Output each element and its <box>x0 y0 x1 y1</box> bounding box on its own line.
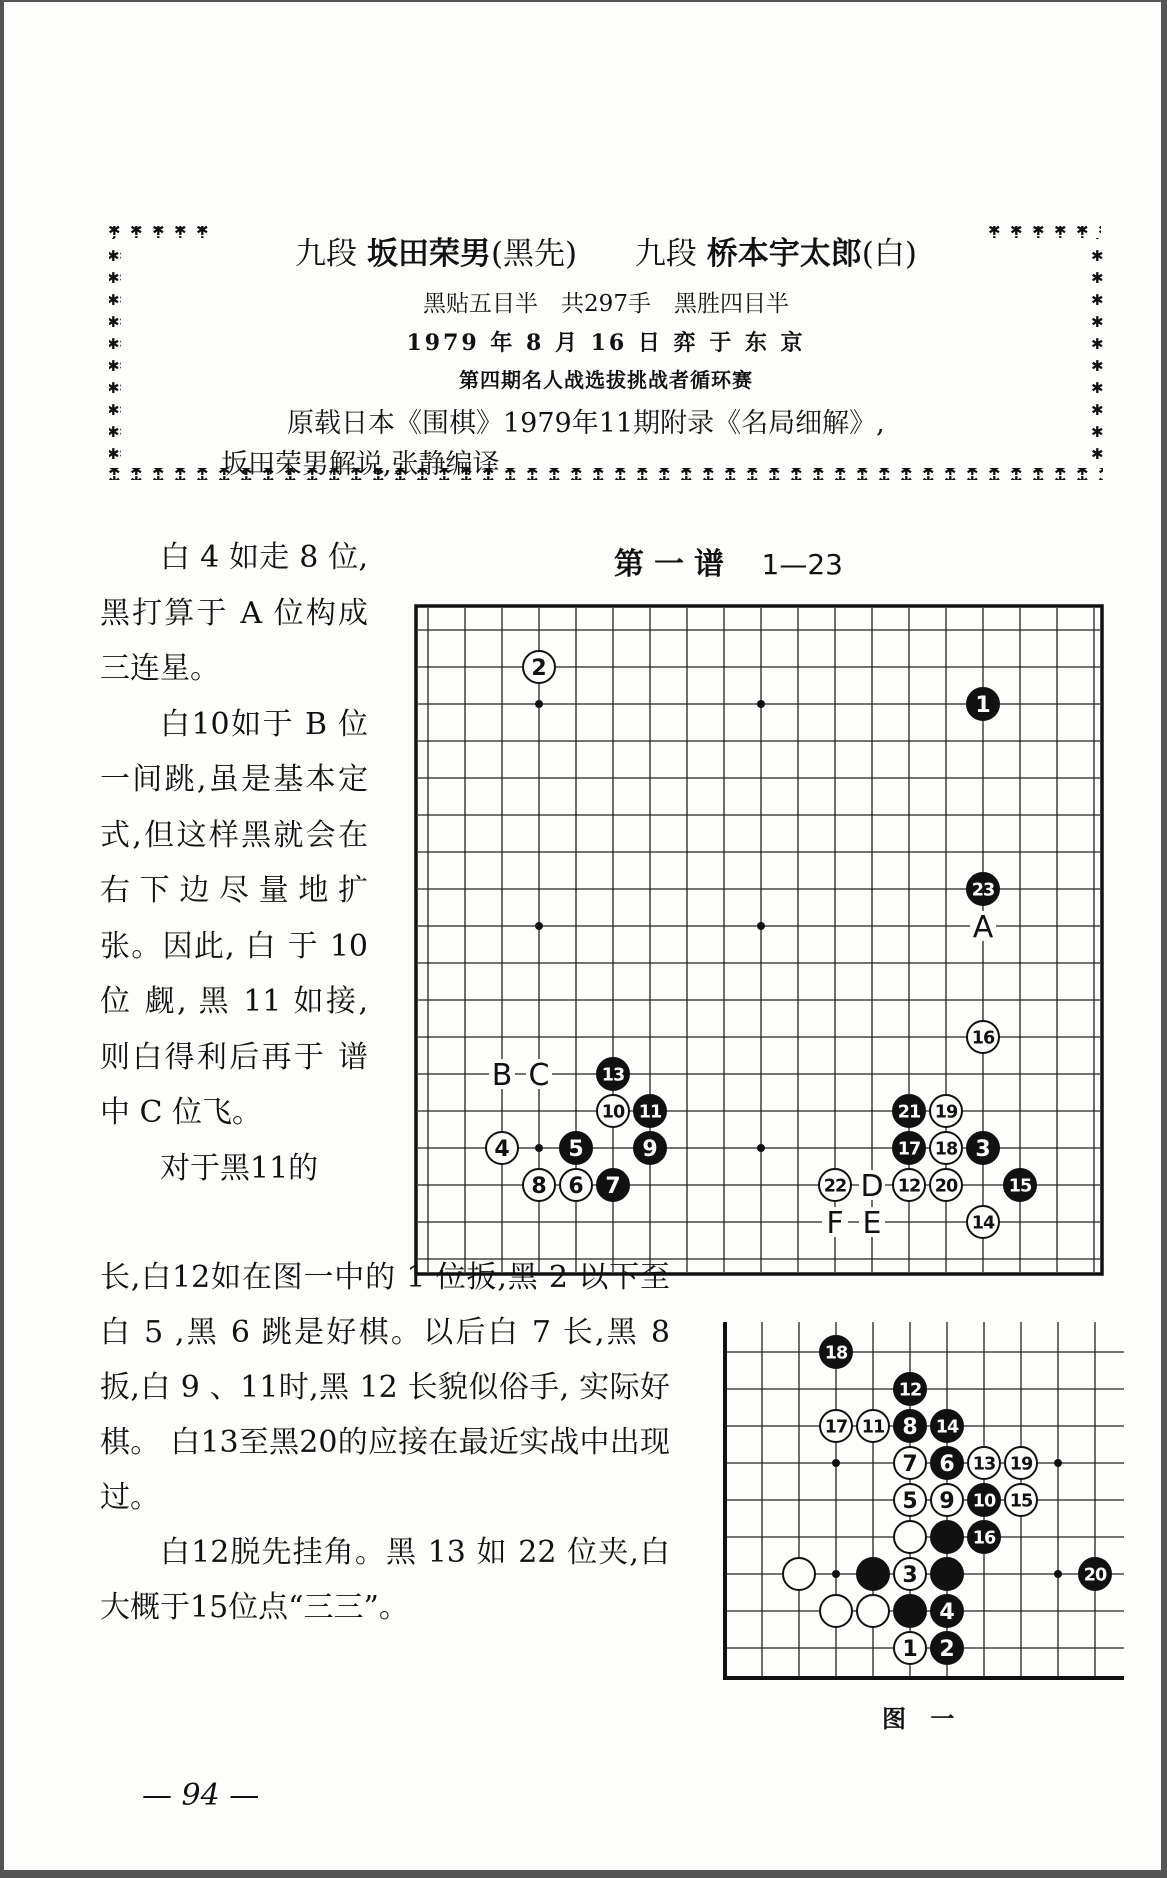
diagram-title-label: 第一谱 <box>614 547 734 582</box>
black-stone-15 <box>1004 1169 1036 1201</box>
svg-text:23: 23 <box>971 880 995 901</box>
black-stone-13 <box>597 1058 629 1090</box>
star-point <box>757 922 765 930</box>
star-point <box>535 1144 543 1152</box>
svg-text:16: 16 <box>971 1028 995 1049</box>
star-point <box>832 1570 840 1578</box>
event-line: 第四期名人战选拔挑战者循环赛 <box>459 368 753 392</box>
white-stone-7 <box>894 1447 926 1479</box>
star-point <box>1054 1570 1062 1578</box>
black-stone-1 <box>967 688 999 720</box>
black-stone-21 <box>893 1095 925 1127</box>
svg-text:12: 12 <box>897 1176 921 1197</box>
star-point <box>757 700 765 708</box>
paragraph-3-continued: 长,白12如在图一中的 1 位扳,黑 2 以下至白 5 ,黑 6 跳是好棋。以后白 7 长,黑 8 扳,白 9 、11时,黑 12 长貌似俗手, 实际好棋。 白13至黑20的应接在最近实战中出现过。 <box>100 1260 670 1515</box>
white-stone-20 <box>930 1169 962 1201</box>
black-stone-17 <box>893 1132 925 1164</box>
svg-text:16: 16 <box>972 1528 996 1549</box>
svg-text:2: 2 <box>939 1636 955 1662</box>
black-stone-8 <box>894 1410 926 1442</box>
svg-text:4: 4 <box>494 1136 510 1162</box>
svg-text:8: 8 <box>902 1414 918 1440</box>
svg-text:20: 20 <box>1083 1565 1107 1586</box>
black-stone <box>931 1521 963 1553</box>
svg-text:18: 18 <box>824 1343 848 1364</box>
svg-text:3: 3 <box>902 1562 918 1588</box>
black-stone <box>931 1558 963 1590</box>
paragraph-4: 白12脱先挂角。黑 13 如 22 位夹,白大概于15位点“三三”。 <box>100 1535 670 1625</box>
black-stone-10 <box>968 1484 1000 1516</box>
svg-text:13: 13 <box>601 1065 625 1086</box>
black-stone-9 <box>634 1132 666 1164</box>
svg-text:6: 6 <box>568 1173 584 1199</box>
svg-text:10: 10 <box>601 1102 625 1123</box>
svg-text:13: 13 <box>972 1454 996 1475</box>
black-rank: 九段 <box>295 236 358 272</box>
svg-text:1: 1 <box>902 1636 918 1662</box>
white-stone-16 <box>967 1021 999 1053</box>
svg-text:5: 5 <box>902 1488 918 1514</box>
black-stone-3 <box>967 1132 999 1164</box>
svg-text:15: 15 <box>1008 1176 1032 1197</box>
star-point <box>832 1459 840 1467</box>
white-stone-18 <box>930 1132 962 1164</box>
game-record-header <box>107 224 1105 482</box>
white-stone-19 <box>930 1095 962 1127</box>
board-label-b: B <box>491 1058 513 1093</box>
white-stone <box>820 1595 852 1627</box>
svg-text:21: 21 <box>897 1102 921 1123</box>
black-stone-14 <box>931 1410 963 1442</box>
commentary-bottom <box>100 1250 670 1635</box>
white-stone-8 <box>523 1169 555 1201</box>
translator-line: 坂田荣男解说,张静编译 <box>221 449 500 480</box>
page-number: — 94 — <box>142 1778 260 1813</box>
black-stone-16 <box>968 1521 1000 1553</box>
white-stone-6 <box>560 1169 592 1201</box>
black-stone-12 <box>894 1373 926 1405</box>
white-stone-13 <box>968 1447 1000 1479</box>
board-label-c: C <box>528 1058 550 1093</box>
black-stone-4 <box>931 1595 963 1627</box>
black-player: 坂田荣男 <box>366 236 491 272</box>
diagram-title <box>614 539 843 583</box>
svg-text:6: 6 <box>939 1451 955 1477</box>
svg-text:14: 14 <box>935 1417 959 1438</box>
black-stone-7 <box>597 1169 629 1201</box>
black-stone <box>894 1595 926 1627</box>
svg-text:11: 11 <box>861 1417 885 1438</box>
white-stone-14 <box>967 1206 999 1238</box>
svg-text:19: 19 <box>934 1102 958 1123</box>
white-stone-2 <box>523 651 555 683</box>
board-label-a: A <box>972 910 994 945</box>
board-label-e: E <box>862 1206 882 1241</box>
white-stone-12 <box>893 1169 925 1201</box>
black-note: (黑先) <box>490 236 578 272</box>
black-stone-23 <box>967 873 999 905</box>
commentary-column <box>100 530 368 1196</box>
svg-text:4: 4 <box>939 1599 955 1625</box>
svg-text:11: 11 <box>638 1102 662 1123</box>
black-stone-5 <box>560 1132 592 1164</box>
black-stone-6 <box>931 1447 963 1479</box>
star-point <box>535 922 543 930</box>
white-stone-19 <box>1005 1447 1037 1479</box>
svg-text:20: 20 <box>934 1176 958 1197</box>
white-player: 桥本宇太郎 <box>706 236 862 272</box>
black-stone-2 <box>931 1632 963 1664</box>
white-stone-22 <box>819 1169 851 1201</box>
svg-text:1: 1 <box>975 692 991 718</box>
white-stone-1 <box>894 1632 926 1664</box>
svg-text:14: 14 <box>971 1213 995 1234</box>
svg-text:7: 7 <box>902 1451 918 1477</box>
black-stone-20 <box>1079 1558 1111 1590</box>
star-point <box>757 1144 765 1152</box>
svg-text:10: 10 <box>972 1491 996 1512</box>
svg-text:15: 15 <box>1009 1491 1033 1512</box>
svg-text:12: 12 <box>898 1380 922 1401</box>
svg-text:9: 9 <box>939 1488 955 1514</box>
svg-text:18: 18 <box>934 1139 958 1160</box>
white-stone-11 <box>857 1410 889 1442</box>
white-stone-10 <box>597 1095 629 1127</box>
black-stone-11 <box>634 1095 666 1127</box>
svg-text:7: 7 <box>605 1173 621 1199</box>
players-line <box>107 228 1105 273</box>
svg-text:19: 19 <box>1009 1454 1033 1475</box>
source-line: 原载日本《围棋》1979年11期附录《名局细解》, <box>287 408 885 439</box>
svg-text:17: 17 <box>897 1139 921 1160</box>
svg-text:2: 2 <box>531 655 547 681</box>
svg-text:9: 9 <box>642 1136 658 1162</box>
go-board-main <box>414 604 1104 1276</box>
white-stone <box>783 1558 815 1590</box>
figure-caption: 图 一 <box>882 1704 963 1733</box>
black-stone <box>857 1558 889 1590</box>
paragraph-1: 白 4 如走 8 位,黑打算于 A 位构成三连星。 <box>100 540 368 686</box>
white-rank: 九段 <box>634 236 697 272</box>
white-note: (白) <box>861 236 917 272</box>
date-line: 1979 年 8 月 16 日 弈 于 东 京 <box>406 330 806 356</box>
svg-text:8: 8 <box>531 1173 547 1199</box>
paragraph-3-start: 对于黑11的 <box>160 1150 319 1186</box>
go-board-figure-1 <box>722 1322 1124 1694</box>
svg-text:17: 17 <box>824 1417 848 1438</box>
white-stone <box>894 1521 926 1553</box>
book-page <box>4 2 1161 1870</box>
svg-text:5: 5 <box>568 1136 584 1162</box>
white-stone-5 <box>894 1484 926 1516</box>
board-label-f: F <box>826 1206 844 1241</box>
white-stone <box>857 1595 889 1627</box>
board-label-d: D <box>860 1169 884 1204</box>
svg-text:22: 22 <box>823 1176 847 1197</box>
diagram-title-range: 1—23 <box>761 548 843 581</box>
white-stone-17 <box>820 1410 852 1442</box>
white-stone-15 <box>1005 1484 1037 1516</box>
result-line: 黑贴五目半 共297手 黑胜四目半 <box>423 291 789 317</box>
white-stone-4 <box>486 1132 518 1164</box>
white-stone-9 <box>931 1484 963 1516</box>
black-stone-18 <box>820 1336 852 1368</box>
star-point <box>1054 1459 1062 1467</box>
svg-text:3: 3 <box>975 1136 991 1162</box>
paragraph-2: 白10如于 B 位一间跳,虽是基本定式,但这样黑就会在右下边尽量地扩张。因此, 白 于 10 位 觑, 黑 11 如接,则白得利后再于 谱 中 C 位飞。 <box>100 706 368 1130</box>
star-point <box>535 700 543 708</box>
white-stone-3 <box>894 1558 926 1590</box>
